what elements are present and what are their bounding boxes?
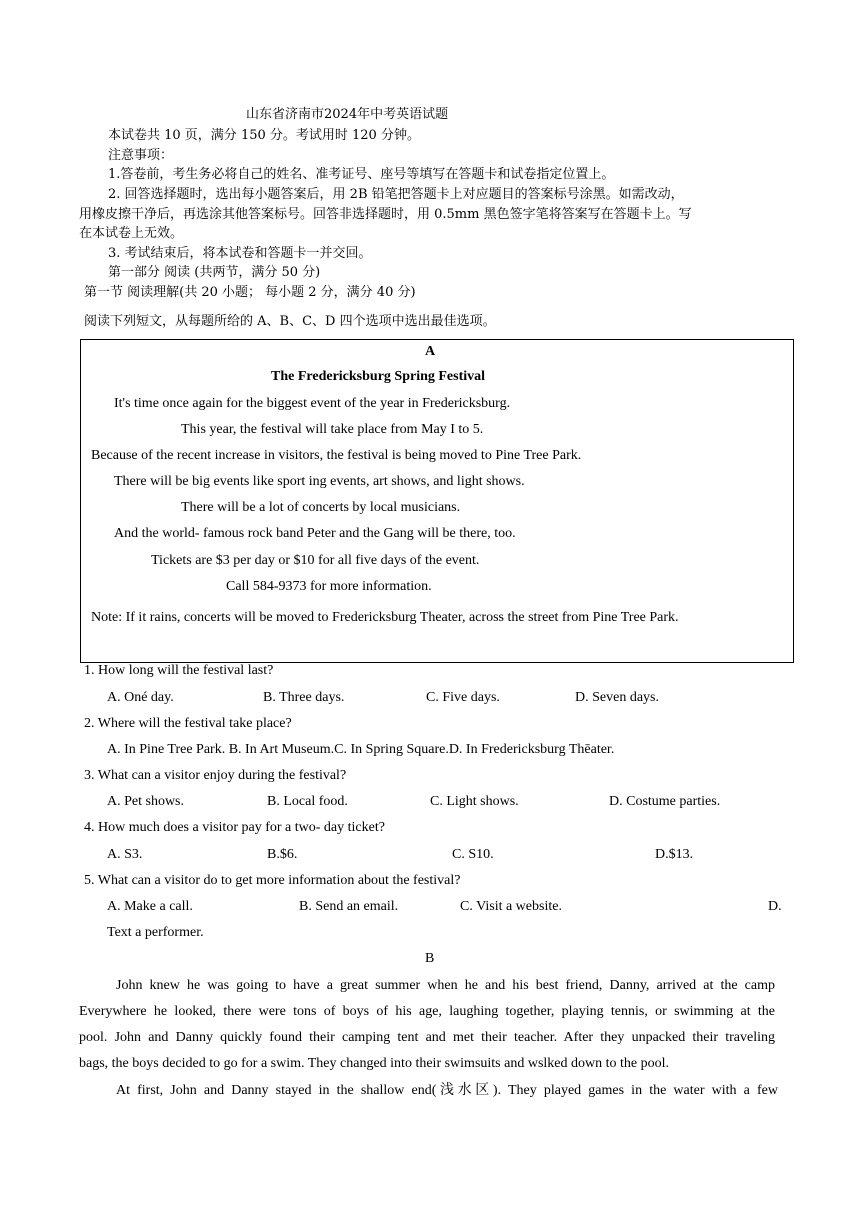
part-1-heading: 第一部分 阅读 (共两节，满分 50 分) [108,265,321,280]
notice-3: 3. 考试结束后，将本试卷和答题卡一并交回。 [108,246,372,261]
exam-info: 本试卷共 10 页，满分 150 分。考试用时 120 分钟。 [108,128,420,143]
question-2: 2. Where will the festival take place? [84,716,292,731]
passage-a-line: It's time once again for the biggest event of the year in Fredericksburg. [114,396,511,411]
notice-1: 1.答卷前，考生务必将自己的姓名、准考证号、座号等填写在答题卡和试卷指定位置上。 [108,167,615,182]
reading-instruction: 阅读下列短文，从每题所给的 A、B、C、D 四个选项中选出最佳选项。 [84,314,496,329]
section-1-heading: 第一节 阅读理解(共 20 小题； 每小题 2 分，满分 40 分) [84,285,416,300]
passage-b-line: John knew he was going to have a great summer when he and his best friend, Danny, arrived at the camp [116,978,775,993]
passage-a-note: Note: If it rains, concerts will be moved to Fredericksburg Theater, across the street from Pine Tree Park. [91,610,679,625]
q4-option-b: B.$6. [267,847,298,862]
passage-a-line: There will be a lot of concerts by local musicians. [181,500,461,515]
q1-option-a: A. Oné day. [107,690,174,705]
passage-a-title: The Fredericksburg Spring Festival [271,369,486,384]
q5-option-b: B. Send an email. [299,899,399,914]
q3-option-d: D. Costume parties. [609,794,721,809]
q1-option-c: C. Five days. [426,690,500,705]
notice-2c: 在本试卷上无效。 [79,226,184,241]
q5-option-d-text: Text a performer. [107,925,204,940]
passage-b-line: At first, John and Danny stayed in the shallow end(浅水区). They played games in the water with a few [116,1083,778,1098]
notice-2a: 2. 回答选择题时，选出每小题答案后，用 2B 铅笔把答题卡上对应题目的答案标号涂黑。如需改动， [108,187,684,202]
question-3: 3. What can a visitor enjoy during the festival? [84,768,347,783]
q1-option-d: D. Seven days. [575,690,659,705]
q5-option-a: A. Make a call. [107,899,193,914]
passage-b-line: bags, the boys decided to go for a swim. They changed into their swimsuits and wslked down to the pool. [79,1056,669,1071]
q3-option-b: B. Local food. [267,794,348,809]
passage-a-letter: A [425,344,436,359]
exam-title: 山东省济南市2024年中考英语试题 [246,107,449,122]
question-1: 1. How long will the festival last? [84,663,274,678]
notice-2b: 用橡皮擦干净后，再选涂其他答案标号。回答非选择题时，用 0.5mm 黑色签字笔将答案写在答题卡上。写 [79,207,692,222]
q3-option-c: C. Light shows. [430,794,519,809]
q4-option-c: C. S10. [452,847,494,862]
passage-a-line: And the world- famous rock band Peter and the Gang will be there, too. [114,526,516,541]
notice-label: 注意事项： [108,148,174,163]
q4-option-a: A. S3. [107,847,143,862]
q2-options: A. In Pine Tree Park. B. In Art Museum.C. In Spring Square.D. In Fredericksburg Thēater. [107,742,615,757]
q5-option-c: C. Visit a website. [460,899,562,914]
q4-option-d: D.$13. [655,847,694,862]
q1-option-b: B. Three days. [263,690,345,705]
passage-a-line: Tickets are $3 per day or $10 for all five days of the event. [151,553,480,568]
passage-a-line: Because of the recent increase in visitors, the festival is being moved to Pine Tree Park. [91,448,582,463]
passage-b-line: pool. John and Danny quickly found their camping tent and met their teacher. After they unpacked their traveling [79,1030,775,1045]
passage-b-line: Everywhere he looked, there were tons of boys of his age, laughing together, playing tennis, or swimming at the [79,1004,775,1019]
passage-a-line: This year, the festival will take place from May I to 5. [181,422,484,437]
passage-b-letter: B [425,951,435,966]
passage-a-line: There will be big events like sport ing events, art shows, and light shows. [114,474,525,489]
passage-a-line: Call 584-9373 for more information. [226,579,432,594]
q5-option-d: D. [768,899,782,914]
question-4: 4. How much does a visitor pay for a two- day ticket? [84,820,385,835]
q3-option-a: A. Pet shows. [107,794,185,809]
question-5: 5. What can a visitor do to get more information about the festival? [84,873,461,888]
